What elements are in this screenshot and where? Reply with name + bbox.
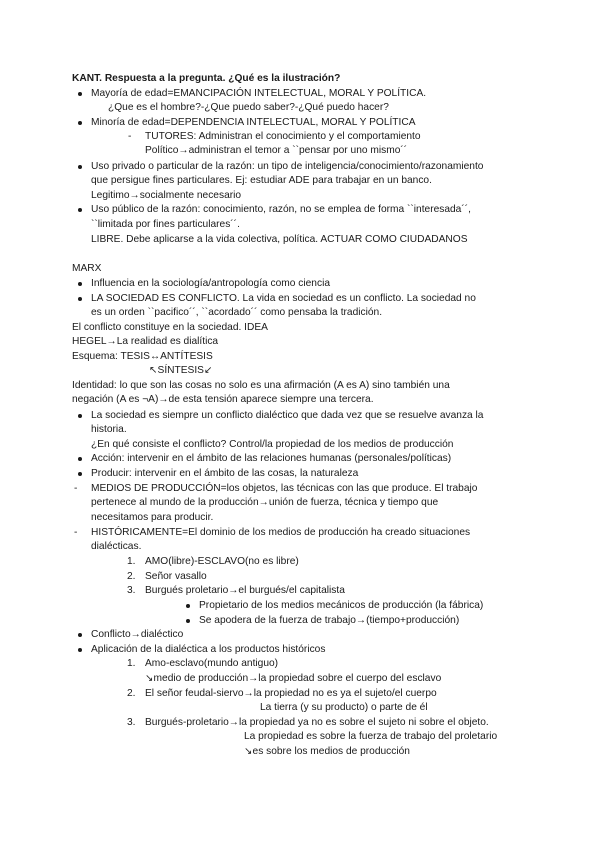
marx-line: ↘es sobre los medios de producción	[244, 746, 410, 757]
list-number: 2.	[127, 571, 136, 582]
kant-line: ``limitada por fines particulares´´.	[91, 219, 240, 230]
dash-marker: -	[74, 527, 78, 538]
marx-line: La propiedad es sobre la fuerza de trabajo del proletario	[244, 731, 498, 742]
marx-line: ↖SÍNTESIS↙	[149, 365, 213, 376]
kant-line: ¿Que es el hombre?-¿Que puedo saber?-¿Qué puedo hacer?	[108, 102, 389, 113]
bullet-icon	[78, 633, 82, 637]
bullet-icon	[186, 604, 190, 608]
dash-marker: -	[128, 131, 132, 142]
marx-line: Esquema: TESIS↔ANTÍTESIS	[72, 351, 213, 362]
marx-line: ¿En qué consiste el conflicto? Control/la propiedad de los medios de producción	[91, 439, 454, 450]
marx-line: negación (A es ¬A)→de esta tensión aparece siempre una tercera.	[72, 394, 374, 405]
dash-marker: -	[74, 483, 78, 494]
kant-line: Uso privado o particular de la razón: un tipo de inteligencia/conocimiento/razonamiento	[91, 161, 484, 172]
marx-line: AMO(libre)-ESCLAVO(no es libre)	[145, 556, 299, 567]
bullet-icon	[78, 648, 82, 652]
marx-line: historia.	[91, 424, 127, 435]
bullet-icon	[78, 457, 82, 461]
marx-line: Acción: intervenir en el ámbito de las relaciones humanas (personales/políticas)	[91, 453, 452, 464]
marx-line: es un orden ``pacifico´´, ``acordado´´ como pensaba la tradición.	[91, 307, 383, 318]
marx-line: Amo-esclavo(mundo antiguo)	[145, 658, 279, 669]
bullet-icon	[78, 121, 82, 125]
marx-line: El conflicto constituye en la sociedad. IDEA	[72, 322, 268, 333]
bullet-icon	[78, 414, 82, 418]
list-number: 3.	[127, 585, 136, 596]
marx-line: Influencia en la sociología/antropología como ciencia	[91, 278, 330, 289]
marx-line: Burgués-proletario→la propiedad ya no es sobre el sujeto ni sobre el objeto.	[145, 717, 489, 728]
kant-title: KANT. Respuesta a la pregunta. ¿Qué es la ilustración?	[72, 73, 341, 84]
marx-line: ↘medio de producción→la propiedad sobre el cuerpo del esclavo	[145, 673, 442, 684]
marx-line: dialécticas.	[91, 541, 142, 552]
kant-line: LIBRE. Debe aplicarse a la vida colectiva, política. ACTUAR COMO CIUDADANOS	[91, 234, 468, 245]
list-number: 2.	[127, 688, 136, 699]
marx-line: Aplicación de la dialéctica a los productos históricos	[91, 644, 326, 655]
marx-line: Se apodera de la fuerza de trabajo→(tiempo+producción)	[199, 615, 460, 626]
marx-line: El señor feudal-siervo→la propiedad no es ya el sujeto/el cuerpo	[145, 688, 437, 699]
marx-line: Conflicto→dialéctico	[91, 629, 184, 640]
marx-line: La sociedad es siempre un conflicto dialéctico que dada vez que se resuelve avanza la	[91, 410, 484, 421]
kant-line: Minoría de edad=DEPENDENCIA INTELECTUAL, MORAL Y POLÍTICA	[91, 117, 416, 128]
bullet-icon	[78, 165, 82, 169]
marx-line: Propietario de los medios mecánicos de producción (la fábrica)	[199, 600, 484, 611]
marx-line: HISTÓRICAMENTE=El dominio de los medios de producción ha creado situaciones	[91, 527, 471, 538]
marx-line: LA SOCIEDAD ES CONFLICTO. La vida en sociedad es un conflicto. La sociedad no	[91, 293, 476, 304]
list-number: 1.	[127, 556, 136, 567]
bullet-icon	[186, 619, 190, 623]
kant-line: Uso público de la razón: conocimiento, razón, no se emplea de forma ``interesada´´,	[91, 204, 471, 215]
bullet-icon	[78, 92, 82, 96]
marx-line: Identidad: lo que son las cosas no solo es una afirmación (A es A) sino también una	[72, 380, 450, 391]
marx-line: pertenece al mundo de la producción→unión de fuerza, técnica y tiempo que	[91, 497, 439, 508]
bullet-icon	[78, 208, 82, 212]
marx-line: necesitamos para producir.	[91, 512, 214, 523]
marx-title: MARX	[72, 263, 102, 274]
list-number: 3.	[127, 717, 136, 728]
kant-line: Político→administran el temor a ``pensar por uno mismo´´	[145, 145, 408, 156]
bullet-icon	[78, 297, 82, 301]
bullet-icon	[78, 282, 82, 286]
marx-line: Producir: intervenir en el ámbito de las cosas, la naturaleza	[91, 468, 359, 479]
kant-line: que persigue fines particulares. Ej: estudiar ADE para trabajar en un banco.	[91, 175, 432, 186]
marx-line: HEGEL→La realidad es dialítica	[72, 336, 219, 347]
kant-line: TUTORES: Administran el conocimiento y el comportamiento	[145, 131, 421, 142]
marx-line: Burgués proletario→el burgués/el capitalista	[145, 585, 345, 596]
bullet-icon	[78, 472, 82, 476]
marx-line: La tierra (y su producto) o parte de él	[260, 702, 428, 713]
kant-line: Mayoría de edad=EMANCIPACIÓN INTELECTUAL, MORAL Y POLÍTICA.	[91, 88, 427, 99]
kant-line: Legitimo→socialmente necesario	[91, 190, 242, 201]
list-number: 1.	[127, 658, 136, 669]
marx-line: MEDIOS DE PRODUCCIÓN=los objetos, las técnicas con las que produce. El trabajo	[91, 483, 478, 494]
marx-line: Señor vasallo	[145, 571, 207, 582]
